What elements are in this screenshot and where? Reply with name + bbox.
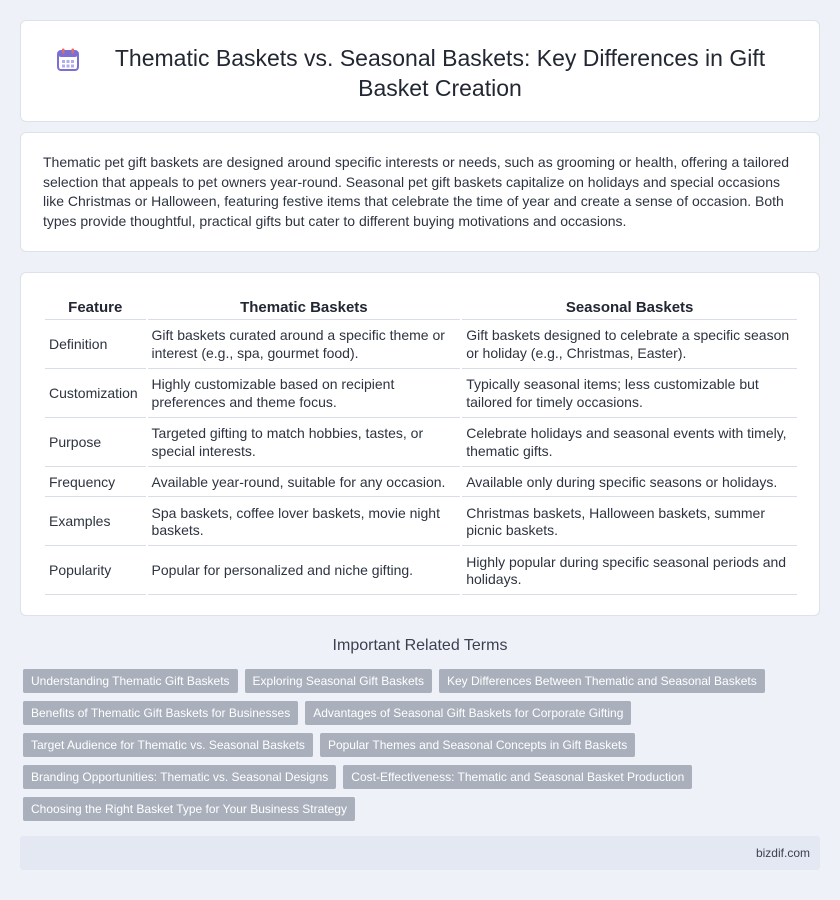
feature-cell: Definition: [45, 322, 146, 369]
intro-card: [20, 132, 820, 252]
feature-cell: Popularity: [45, 548, 146, 595]
table-row: [45, 420, 797, 467]
related-terms-title: Important Related Terms: [332, 637, 508, 654]
calendar-icon: [55, 47, 81, 73]
related-term-tag[interactable]: Cost-Effectiveness: Thematic and Seasonal Basket Production: [343, 765, 692, 789]
column-header-thematic: Thematic Baskets: [148, 297, 461, 320]
thematic-cell: Spa baskets, coffee lover baskets, movie night baskets.: [148, 499, 461, 546]
related-term-tag[interactable]: Choosing the Right Basket Type for Your Business Strategy: [23, 797, 355, 821]
related-term-tag[interactable]: Benefits of Thematic Gift Baskets for Businesses: [23, 701, 298, 725]
table-row: [45, 548, 797, 595]
related-term-tag[interactable]: Key Differences Between Thematic and Seasonal Baskets: [439, 669, 765, 693]
seasonal-cell: Celebrate holidays and seasonal events with timely, thematic gifts.: [462, 420, 797, 467]
thematic-cell: Targeted gifting to match hobbies, tastes, or special interests.: [148, 420, 461, 467]
column-header-seasonal: Seasonal Baskets: [462, 297, 797, 320]
intro-paragraph: Thematic pet gift baskets are designed around specific interests or needs, such as grooming or health, offering a tailored selection that appeals to pet owners year-round. Seasonal pet gift baskets capitalize on holidays and special occasions like Christmas or Halloween, featuring festive items that celebrate the time of year and create a sense of occasion. Both types provide thoughtful, practical gifts but cater to different buying motivations and occasions.: [43, 154, 790, 229]
related-term-tag[interactable]: Advantages of Seasonal Gift Baskets for Corporate Gifting: [305, 701, 631, 725]
table-row: [45, 499, 797, 546]
page-title: Thematic Baskets vs. Seasonal Baskets: Key Differences in Gift Basket Creation: [114, 45, 766, 101]
comparison-card: [20, 272, 820, 616]
table-row: [45, 469, 797, 498]
feature-cell: Frequency: [45, 469, 146, 498]
tag-row: [23, 669, 823, 693]
related-term-tag[interactable]: Branding Opportunities: Thematic vs. Seasonal Designs: [23, 765, 336, 789]
seasonal-cell: Christmas baskets, Halloween baskets, summer picnic baskets.: [462, 499, 797, 546]
thematic-cell: Popular for personalized and niche gifting.: [148, 548, 461, 595]
thematic-cell: Available year-round, suitable for any occasion.: [148, 469, 461, 498]
column-header-feature: Feature: [45, 297, 146, 320]
feature-cell: Customization: [45, 371, 146, 418]
table-row: [45, 371, 797, 418]
footer-brand[interactable]: bizdif.com: [755, 846, 810, 860]
seasonal-cell: Available only during specific seasons or holidays.: [462, 469, 797, 498]
related-term-tag[interactable]: Exploring Seasonal Gift Baskets: [245, 669, 432, 693]
related-term-tag[interactable]: Target Audience for Thematic vs. Seasonal Baskets: [23, 733, 313, 757]
feature-cell: Purpose: [45, 420, 146, 467]
related-term-tag[interactable]: Understanding Thematic Gift Baskets: [23, 669, 238, 693]
comparison-table: [43, 295, 799, 597]
seasonal-cell: Gift baskets designed to celebrate a specific season or holiday (e.g., Christmas, Easter).: [462, 322, 797, 369]
header-card: [20, 20, 820, 122]
seasonal-cell: Typically seasonal items; less customizable but tailored for timely occasions.: [462, 371, 797, 418]
tag-row: [23, 733, 823, 757]
table-row: [45, 322, 797, 369]
tag-row: [23, 701, 823, 725]
feature-cell: Examples: [45, 499, 146, 546]
related-term-tag[interactable]: Popular Themes and Seasonal Concepts in Gift Baskets: [320, 733, 635, 757]
related-terms-list: [23, 669, 823, 829]
footer-bar: [20, 836, 820, 870]
seasonal-cell: Highly popular during specific seasonal periods and holidays.: [462, 548, 797, 595]
tag-row: [23, 765, 823, 789]
tag-row: [23, 797, 823, 821]
table-header-row: [45, 297, 797, 320]
thematic-cell: Gift baskets curated around a specific theme or interest (e.g., spa, gourmet food).: [148, 322, 461, 369]
thematic-cell: Highly customizable based on recipient preferences and theme focus.: [148, 371, 461, 418]
